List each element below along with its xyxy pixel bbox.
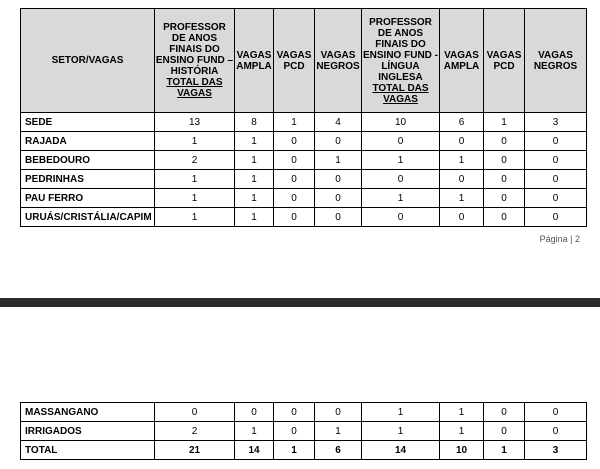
row-setor: PEDRINHAS [21, 170, 155, 189]
header-ampla: VAGAS AMPLA [235, 9, 274, 113]
total-cell: 3 [525, 441, 587, 460]
total-cell: 1 [274, 441, 315, 460]
total-cell: 21 [155, 441, 235, 460]
total-cell: 6 [315, 441, 362, 460]
cell: 1 [235, 170, 274, 189]
row-setor: PAU FERRO [21, 189, 155, 208]
cell: 1 [235, 189, 274, 208]
cell: 0 [362, 208, 440, 227]
cell: 1 [155, 208, 235, 227]
total-cell: 14 [362, 441, 440, 460]
cell: 1 [484, 113, 525, 132]
header-historia-title: PROFESSOR DE ANOS FINAIS DO ENSINO FUND – HISTÓRIA [155, 22, 234, 77]
cell: 0 [484, 208, 525, 227]
cell: 1 [235, 208, 274, 227]
cell: 1 [235, 132, 274, 151]
table-row [21, 132, 587, 151]
cell: 1 [155, 189, 235, 208]
cell: 0 [525, 422, 587, 441]
cell: 0 [274, 189, 315, 208]
header-ingles-title: PROFESSOR DE ANOS FINAIS DO ENSINO FUND - LÍNGUA INGLESA [363, 16, 438, 83]
cell: 0 [440, 132, 484, 151]
cell: 1 [155, 132, 235, 151]
cell: 0 [274, 151, 315, 170]
cell: 0 [525, 403, 587, 422]
cell: 4 [315, 113, 362, 132]
table-row [21, 208, 587, 227]
table-row [21, 151, 587, 170]
row-setor: SEDE [21, 113, 155, 132]
cell: 0 [525, 189, 587, 208]
cell: 0 [525, 208, 587, 227]
cell: 0 [484, 189, 525, 208]
total-cell: 14 [235, 441, 274, 460]
cell: 0 [235, 403, 274, 422]
total-label: TOTAL [21, 441, 155, 460]
cell: 0 [155, 403, 235, 422]
cell: 1 [315, 422, 362, 441]
page-number: Página | 2 [539, 234, 580, 244]
header-ampla-2: VAGAS AMPLA [440, 9, 484, 113]
row-setor: RAJADA [21, 132, 155, 151]
cell: 1 [362, 403, 440, 422]
cell: 8 [235, 113, 274, 132]
cell: 0 [484, 422, 525, 441]
cell: 0 [315, 170, 362, 189]
cell: 0 [525, 132, 587, 151]
cell: 1 [155, 170, 235, 189]
cell: 0 [525, 151, 587, 170]
cell: 0 [484, 151, 525, 170]
cell: 0 [274, 403, 315, 422]
header-ingles-total: TOTAL DAS VAGAS [372, 82, 429, 105]
cell: 0 [315, 403, 362, 422]
header-pcd-2: VAGAS PCD [484, 9, 525, 113]
table-header-row [21, 9, 587, 113]
total-cell: 10 [440, 441, 484, 460]
cell: 0 [274, 132, 315, 151]
table-row [21, 189, 587, 208]
cell: 1 [235, 422, 274, 441]
cell: 1 [274, 113, 315, 132]
cell: 1 [362, 422, 440, 441]
cell: 0 [484, 132, 525, 151]
header-negros: VAGAS NEGROS [315, 9, 362, 113]
total-cell: 1 [484, 441, 525, 460]
cell: 0 [315, 132, 362, 151]
cell: 0 [315, 189, 362, 208]
table-row [21, 113, 587, 132]
header-historia-total: TOTAL DAS VAGAS [166, 77, 223, 99]
vacancy-table-continued [20, 402, 587, 460]
cell: 0 [274, 422, 315, 441]
vacancy-table [20, 8, 587, 227]
header-setor: SETOR/VAGAS [21, 9, 155, 113]
table-row [21, 170, 587, 189]
cell: 1 [362, 189, 440, 208]
cell: 0 [484, 170, 525, 189]
cell: 0 [362, 170, 440, 189]
row-setor: MASSANGANO [21, 403, 155, 422]
cell: 6 [440, 113, 484, 132]
header-pcd: VAGAS PCD [274, 9, 315, 113]
header-ingles [362, 9, 440, 113]
cell: 0 [362, 132, 440, 151]
cell: 3 [525, 113, 587, 132]
cell: 0 [440, 170, 484, 189]
page-break-divider [0, 298, 600, 307]
cell: 1 [235, 151, 274, 170]
total-row [21, 441, 587, 460]
cell: 0 [274, 170, 315, 189]
cell: 1 [362, 151, 440, 170]
cell: 2 [155, 151, 235, 170]
row-setor: URUÁS/CRISTÁLIA/CAPIM [21, 208, 155, 227]
cell: 1 [440, 189, 484, 208]
cell: 0 [274, 208, 315, 227]
cell: 0 [315, 208, 362, 227]
cell: 10 [362, 113, 440, 132]
cell: 13 [155, 113, 235, 132]
table-row [21, 403, 587, 422]
cell: 2 [155, 422, 235, 441]
cell: 1 [315, 151, 362, 170]
cell: 1 [440, 151, 484, 170]
cell: 1 [440, 403, 484, 422]
header-historia [155, 9, 235, 113]
row-setor: IRRIGADOS [21, 422, 155, 441]
cell: 1 [440, 422, 484, 441]
cell: 0 [484, 403, 525, 422]
cell: 0 [440, 208, 484, 227]
cell: 0 [525, 170, 587, 189]
header-negros-2: VAGAS NEGROS [525, 9, 587, 113]
table-row [21, 422, 587, 441]
row-setor: BEBEDOURO [21, 151, 155, 170]
